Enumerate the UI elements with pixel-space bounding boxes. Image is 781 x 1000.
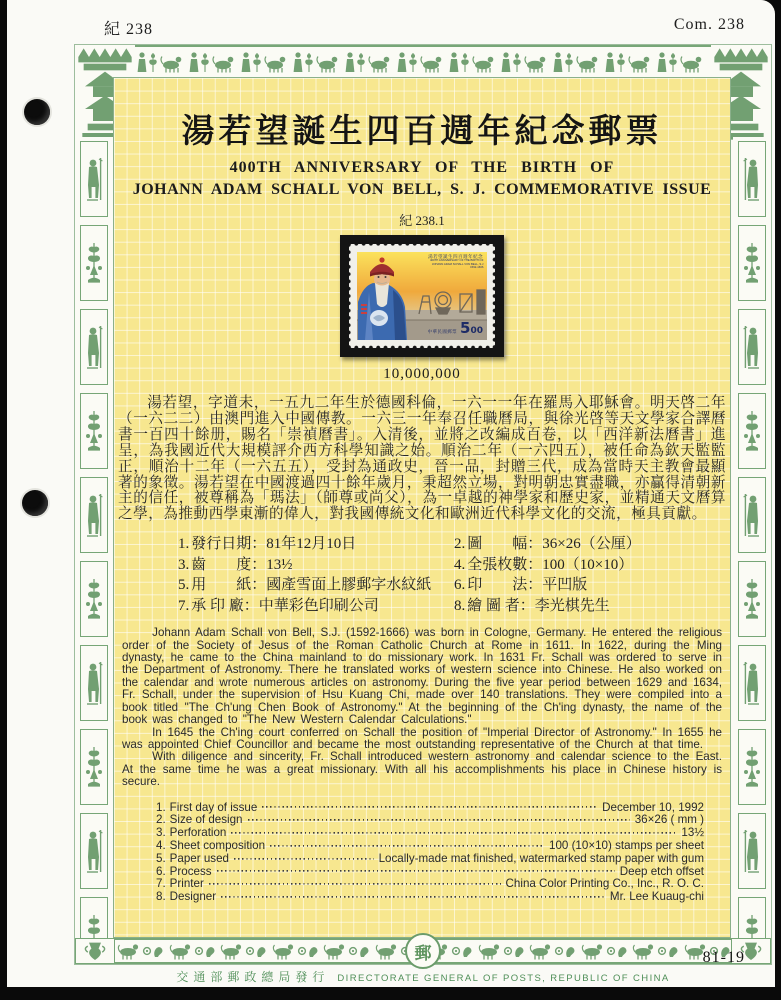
floral-totem-icon bbox=[738, 225, 766, 301]
stamp-artwork bbox=[357, 252, 487, 340]
stamp-denomination: 500 bbox=[460, 319, 483, 337]
frieze-motif-icon bbox=[395, 47, 447, 77]
detail-item-zh: 2. 圖 幅：36×26（公厘） bbox=[454, 536, 641, 553]
left-border-column bbox=[75, 137, 113, 938]
stamp-mount bbox=[340, 235, 504, 357]
ornamental-frame bbox=[74, 44, 772, 965]
floral-totem-icon bbox=[738, 393, 766, 469]
perforation-edge bbox=[349, 344, 495, 351]
frieze-motif-icon bbox=[115, 940, 167, 962]
frieze-motif-icon bbox=[476, 940, 528, 962]
guardian-figure-icon bbox=[80, 141, 108, 217]
detail-item-zh: 3. 齒 度：13½ bbox=[178, 556, 293, 573]
page-title-en-line1: 400TH ANNIVERSARY OF THE BIRTH OF bbox=[229, 159, 615, 176]
floral-totem-icon bbox=[80, 897, 108, 938]
stamp-inscription-en-line1: 400TH ANNIVERSARY OF THE BIRTH OF bbox=[429, 258, 483, 262]
detail-item-en: 5. Paper used Locally-made mat finished, watermarked stamp paper with gum bbox=[156, 851, 704, 865]
perforation-edge bbox=[349, 240, 495, 247]
dot-leader bbox=[270, 839, 544, 849]
floral-totem-icon bbox=[80, 393, 108, 469]
detail-item-en: 6. Process Deep etch offset bbox=[156, 864, 704, 878]
biography-paragraph-en: With diligence and sincerity, Fr. Schall introduced western astronomy and calendar science to the East. At the same time he was a great missionary. With all his accomplishments his place in Chinese history is secure. bbox=[122, 750, 722, 789]
right-border-column bbox=[733, 137, 771, 938]
detail-item-en: 3. Perforation 13½ bbox=[156, 826, 704, 840]
frieze-motif-icon bbox=[499, 47, 551, 77]
dot-leader bbox=[209, 877, 501, 887]
guardian-figure-icon bbox=[738, 477, 766, 553]
perforation-edge bbox=[345, 244, 352, 348]
issue-details-en bbox=[156, 801, 704, 903]
guardian-figure-icon bbox=[80, 309, 108, 385]
floral-totem-icon bbox=[738, 729, 766, 805]
frieze-motif-icon bbox=[187, 47, 239, 77]
quantity-issued: 10,000,000 bbox=[383, 366, 461, 382]
dot-leader bbox=[248, 813, 630, 823]
biography-paragraph-en: In 1645 the Ch'ing court conferred on Schall the position of "Imperial Director of Astronomy." In 1655 he was appointed Chief Councillor and became the most outstanding representative of the Church at that time. bbox=[122, 725, 722, 751]
guardian-figure-icon bbox=[738, 309, 766, 385]
album-page bbox=[7, 0, 775, 987]
issue-details-zh bbox=[178, 535, 730, 615]
stamp-years: 1592-1666 bbox=[469, 265, 483, 270]
detail-item-en: 2. Size of design 36×26 ( mm ) bbox=[156, 813, 704, 827]
detail-item-en: 4. Sheet composition 100 (10×10) stamps per sheet bbox=[156, 838, 704, 852]
punch-hole-top bbox=[24, 99, 50, 125]
frieze-motif-icon bbox=[579, 940, 631, 962]
detail-item-zh: 4. 全張枚數：100（10×10） bbox=[454, 556, 634, 573]
stamp-country-zh: 中華民國郵票 bbox=[427, 329, 458, 334]
stamp-denomination-row bbox=[427, 319, 483, 337]
page-title-zh: 湯若望誕生四百週年紀念郵票 bbox=[181, 114, 663, 150]
guardian-figure-icon bbox=[80, 645, 108, 721]
postal-emblem-icon: 郵 bbox=[405, 933, 441, 969]
frieze-motif-icon bbox=[630, 940, 682, 962]
floral-totem-icon bbox=[738, 561, 766, 637]
frieze-motif-icon bbox=[655, 47, 707, 77]
publisher-line bbox=[74, 968, 772, 985]
publisher-en: DIRECTORATE GENERAL OF POSTS, REPUBLIC OF CHINA bbox=[337, 973, 670, 984]
frieze-motif-icon bbox=[527, 940, 579, 962]
detail-item-zh: 7. 承 印 廠：中華彩色印刷公司 bbox=[178, 597, 379, 614]
dot-leader bbox=[262, 801, 597, 811]
guardian-figure-icon bbox=[80, 813, 108, 889]
frieze-top-border bbox=[135, 45, 711, 79]
frieze-motif-icon bbox=[321, 940, 373, 962]
publisher-zh: 交通部郵政總局發行 bbox=[176, 970, 330, 984]
floral-totem-icon bbox=[80, 225, 108, 301]
dot-leader bbox=[221, 890, 605, 900]
stamp-inscription-zh: 湯若望誕生四百週年紀念 bbox=[428, 254, 483, 259]
guardian-figure-icon bbox=[738, 141, 766, 217]
detail-item-en: 8. Designer Mr. Lee Kuaug-chi bbox=[156, 890, 704, 904]
plate-number: 81-19 bbox=[702, 949, 745, 966]
stamp-inscription-en-line2: JOHANN ADAM SCHALL VON BELL, S.J bbox=[431, 261, 483, 266]
frieze-motif-icon bbox=[167, 940, 219, 962]
frieze-motif-icon bbox=[218, 940, 270, 962]
dot-leader bbox=[234, 852, 374, 862]
frieze-motif-icon bbox=[551, 47, 603, 77]
frieze-motif-icon bbox=[343, 47, 395, 77]
vase-corner-icon bbox=[75, 938, 115, 964]
biography-paragraph-en: Johann Adam Schall von Bell, S.J. (1592-1666) was born in Cologne, Germany. He entered the religious order of the Society of Jesus of the Roman Catholic Church at Rome in 1611. In 1622, during the Ming dynasty, he came to the China mainland to do missionary work. In 1631 Fr. Schall was ordered to serve in the Department of Astronomy. There he translated works of western science into Chinese. He also worked on the calendar and wrote numerous articles on astronomy. During the five year period between 1629 and 1634, Fr. Schall, under the supervision of Hsu Kuang Chi, made over 140 translations. They were compiled into a book titled "The Ch'ung Chen Book of Astronomy." At the beginning of the Ch'ing dynasty, the name of the book was changed to "The New Western Calendar Calculations." bbox=[122, 626, 722, 727]
detail-item-zh: 5. 用 紙：國產雪面上膠郵字水紋紙 bbox=[178, 577, 432, 594]
guardian-figure-icon bbox=[80, 477, 108, 553]
catalog-number-zh: 紀 238 bbox=[104, 21, 154, 38]
biography-paragraph-zh: 湯若望，字道未，一五九二年生於德國科倫，一六一一年在羅馬入耶穌會。明天啓二年（一六二二）由澳門進入中國傳教。一六三一年奉召任職曆局，與徐光啓等天文學家合譯曆書一百四十餘册，賜名「崇禎曆書」。入清後，並將之改編成百卷，以「西洋新法曆書」進呈，為我國近代大規模評介西方科學知識之始。順治二年（一六四五），被任命為欽天監監正，順治十二年（一六五五），受封為通政史，晉一品，封贈三代，成為當時天主教會最顯著的象徵。湯若望在中國渡過四十餘年歲月，秉超然立場，對明朝忠實盡職，亦贏得清朝新主的信任，被尊稱為「瑪法」（師尊或尚父），為一卓越的神學家和歷史家，並精通天文曆算之學，為推動西學東漸的偉人，對我國傳統文化和歐洲近代科學文化的交流，極具貢獻。 bbox=[118, 395, 726, 523]
page-title-en-line2: JOHANN ADAM SCHALL VON BELL, S. J. COMMEMORATIVE ISSUE bbox=[132, 181, 712, 198]
biography-paragraphs-en bbox=[122, 627, 722, 788]
perforation-edge bbox=[491, 244, 498, 348]
stamp bbox=[349, 244, 495, 348]
frieze-motif-icon bbox=[135, 47, 187, 77]
detail-item-en: 7. Printer China Color Printing Co., Inc., R. O. C. bbox=[156, 877, 704, 891]
punch-hole-bottom bbox=[22, 490, 48, 516]
catalog-number-en: Com. 238 bbox=[673, 16, 745, 33]
detail-item-zh: 8. 繪 圖 者：李光棋先生 bbox=[454, 597, 610, 614]
frieze-motif-icon bbox=[447, 47, 499, 77]
guardian-figure-icon bbox=[738, 813, 766, 889]
guardian-figure-icon bbox=[738, 645, 766, 721]
floral-totem-icon bbox=[80, 729, 108, 805]
stamp-catalog-label: 紀 238.1 bbox=[399, 213, 445, 228]
dot-leader bbox=[231, 826, 676, 836]
detail-item-zh: 6. 印 法：平凹版 bbox=[454, 577, 588, 594]
stamp-inscription bbox=[424, 254, 483, 270]
detail-item-en: 1. First day of issue December 10, 1992 bbox=[156, 800, 704, 814]
dot-leader bbox=[217, 865, 615, 875]
frieze-motif-icon bbox=[270, 940, 322, 962]
detail-item-zh: 1. 發行日期：81年12月10日 bbox=[178, 536, 357, 553]
frieze-motif-icon bbox=[239, 47, 291, 77]
floral-totem-icon bbox=[80, 561, 108, 637]
frieze-motif-icon bbox=[291, 47, 343, 77]
frieze-motif-icon bbox=[603, 47, 655, 77]
content-area bbox=[113, 77, 731, 938]
floral-totem-icon bbox=[738, 897, 766, 938]
stamp-display bbox=[114, 235, 730, 357]
